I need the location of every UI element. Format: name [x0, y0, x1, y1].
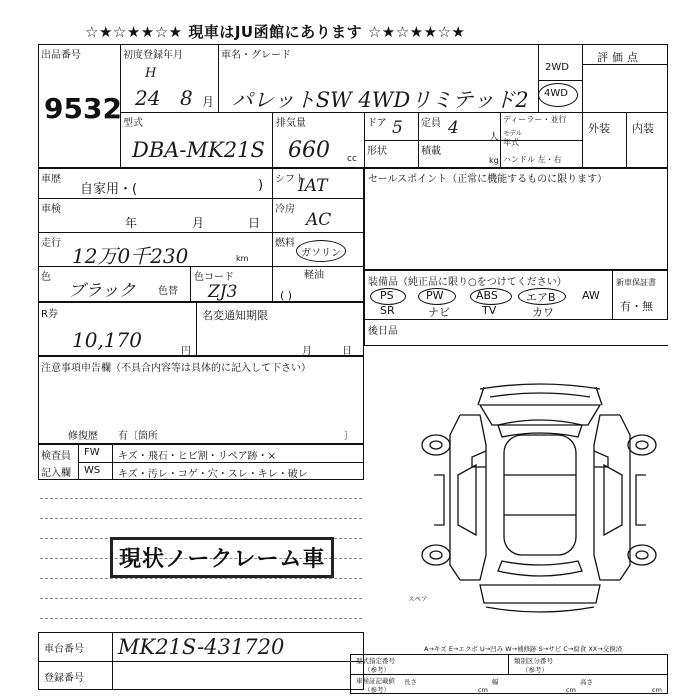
certificate-label: 車検証記載値: [356, 677, 395, 685]
first-registration-label: 初度登録年月: [123, 50, 183, 61]
inspector-line1: キズ・飛石・ヒビ割・リペア跡・×: [118, 451, 276, 462]
displacement-value: 660: [288, 138, 330, 163]
category-number-sub: （参考）: [522, 666, 548, 674]
color-value: ブラック: [68, 281, 136, 301]
no-claim-stamp: 現状ノークレーム車: [110, 537, 334, 578]
color-code-paren: ( ): [280, 289, 293, 302]
vehicle-name-grade: パレットSW 4WDリミテッド2: [232, 88, 529, 112]
recycle-unit: 円: [181, 346, 191, 357]
model-designation-sub: （参考）: [364, 666, 390, 674]
model-year-label1: モデル: [503, 129, 523, 137]
reg-number-label: 登録番号: [44, 673, 84, 684]
drive-2wd: 2WD: [545, 62, 569, 73]
category-number-label: 類別区分番号: [514, 657, 553, 665]
retrofit-label: 後日品: [368, 326, 398, 337]
inspection-year: 年: [125, 216, 138, 230]
inspector-label1: 検査員: [41, 451, 71, 462]
chassis-label: 車台番号: [44, 644, 84, 655]
capacity-label: 定員: [421, 118, 441, 129]
shift-value: IAT: [298, 176, 328, 196]
interior-label: 内装: [632, 122, 654, 135]
damage-legend: A→キズ E→エクボ U→凹み W→補修跡 S→サビ C→腐食 XX→交換済: [424, 645, 623, 653]
repair-value: 有〔箇所: [118, 431, 158, 442]
model-code-label: 型式: [123, 118, 143, 129]
equip-abs: ABS: [476, 289, 498, 302]
notes-label: 注意事項申告欄（不具合内容等は具体的に記入して下さい）: [41, 363, 311, 374]
model-year-label2: 年式: [503, 138, 519, 147]
history-label: 車歴: [41, 174, 61, 185]
car-damage-diagram: [420, 375, 660, 620]
exterior-label: 外装: [588, 122, 610, 135]
rating-label: 評価点: [597, 51, 642, 64]
warranty-value: 有・無: [620, 300, 653, 313]
color-change-label: 色替: [158, 286, 178, 297]
repair-close: 〕: [344, 431, 354, 442]
dealer-label: ディーラー・並行: [503, 115, 567, 124]
color-label: 色: [41, 272, 51, 283]
equip-pw: PW: [426, 289, 444, 302]
vehicle-name-label: 車名・グレード: [221, 50, 291, 61]
doors-label: ドア: [367, 118, 387, 129]
certificate-sub: （参考）: [364, 686, 390, 694]
inspector-line2: キズ・汚レ・コゲ・穴・スレ・キレ・破レ: [118, 469, 308, 480]
inspection-month: 月: [192, 216, 205, 230]
cert-height-unit: cm: [652, 686, 662, 694]
mileage-label: 走行: [41, 238, 61, 249]
equip-aw: AW: [582, 289, 600, 302]
registration-year: 24: [135, 86, 161, 110]
spare-label: スペア: [408, 595, 428, 603]
repair-label: 修復歴: [68, 431, 98, 442]
cert-width: 幅: [492, 678, 499, 686]
aircon-value: AC: [306, 210, 332, 230]
equip-leather: カワ: [532, 306, 554, 319]
model-designation-label: 型式指定番号: [356, 657, 395, 665]
recycle-value: 10,170: [72, 328, 142, 352]
lot-number: 9532: [44, 92, 122, 125]
chassis-number: MK21S-431720: [118, 635, 285, 659]
cert-height: 高さ: [580, 678, 593, 686]
capacity-unit: 人: [489, 132, 499, 143]
equip-sr: SR: [380, 304, 395, 317]
handle-label: ハンドル 左・右: [503, 155, 562, 164]
registration-month: 8: [180, 86, 193, 110]
history-close: ): [258, 178, 264, 193]
cert-length-unit: cm: [478, 686, 488, 694]
inspector-ws: WS: [84, 465, 101, 476]
equip-airbag: エアB: [526, 291, 556, 304]
color-code-value: ZJ3: [208, 282, 238, 302]
load-label: 積載: [421, 146, 441, 157]
notice-month: 月: [302, 346, 312, 357]
registration-era: H: [145, 66, 157, 81]
equip-ps: PS: [380, 289, 394, 302]
mileage-unit: km: [236, 254, 249, 263]
shape-label: 形状: [367, 146, 387, 157]
equip-tv: TV: [482, 304, 497, 317]
sales-point-label: セールスポイント（正常に機能するものに限ります）: [368, 174, 608, 185]
inspector-fw: FW: [84, 447, 100, 458]
inspection-label: 車検: [41, 204, 61, 215]
notice-day: 日: [342, 346, 352, 357]
recycle-label: R券: [41, 309, 58, 320]
notice-label: 名変通知期限: [202, 309, 268, 322]
displacement-label: 排気量: [276, 118, 306, 129]
shift-label: シフト: [275, 174, 305, 185]
mileage-value: 12万0千230: [72, 244, 189, 268]
model-code: DBA-MK21S: [132, 138, 265, 162]
warranty-label: 新車保証書: [616, 278, 656, 287]
lot-number-label: 出品番号: [41, 50, 81, 61]
fuel-diesel: 軽油: [304, 270, 324, 281]
cert-width-unit: cm: [566, 686, 576, 694]
fuel-label: 燃料: [275, 238, 295, 249]
history-value: 自家用・(: [80, 182, 138, 197]
capacity-value: 4: [448, 118, 459, 138]
inspector-label2: 記入欄: [41, 468, 71, 479]
registration-month-unit: 月: [202, 95, 215, 109]
displacement-unit: cc: [347, 154, 357, 164]
inspection-day: 日: [248, 216, 261, 230]
doors-value: 5: [392, 118, 403, 138]
header-banner: ☆★☆★★☆★ 現車はJU函館にあります ☆★☆★★☆★: [85, 23, 466, 41]
color-code-label: 色コード: [194, 272, 234, 283]
aircon-label: 冷房: [275, 204, 295, 215]
equip-navi: ナビ: [428, 306, 450, 319]
equipment-label: 装備品（純正品に限り○をつけてください）: [368, 277, 567, 288]
load-unit: kg: [489, 156, 499, 165]
drive-4wd: 4WD: [544, 88, 568, 99]
cert-length: 長さ: [404, 678, 417, 686]
fuel-gasoline: ガソリン: [301, 248, 341, 259]
